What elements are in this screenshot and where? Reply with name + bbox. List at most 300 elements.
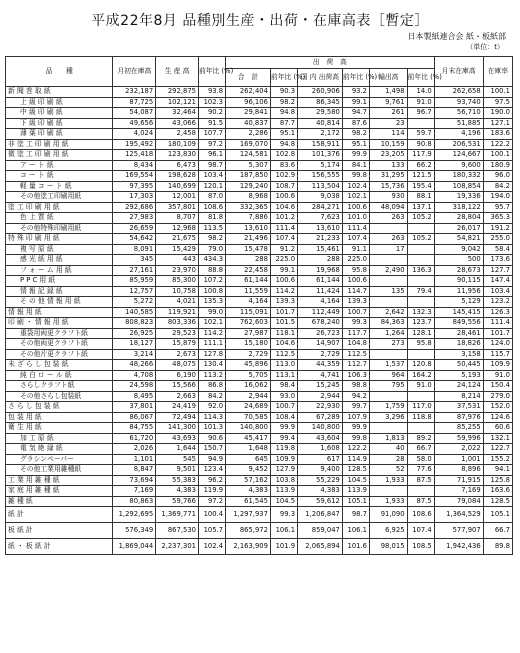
cell-inventory-ratio: 95.7 (483, 202, 512, 213)
cell-export-yoy: 132.3 (407, 307, 434, 318)
row-category-name: その他さらし包装紙 (6, 391, 113, 402)
cell-inventory-ratio: 124.6 (483, 412, 512, 423)
cell-end-inventory: 28,461 (434, 328, 483, 339)
cell-production-yoy: 81.8 (198, 213, 225, 224)
cell-domestic-shipment: 40,814 (298, 118, 343, 129)
cell-export (369, 349, 407, 360)
cell-end-inventory: 8,214 (434, 391, 483, 402)
cell-export (369, 255, 407, 266)
table-row (6, 202, 513, 213)
row-category-name: 微 塗 工 印 刷 用 紙 (6, 150, 113, 161)
cell-export-yoy: 195.4 (407, 181, 434, 192)
cell-production: 545 (156, 454, 199, 465)
cell-export: 23 (369, 118, 407, 129)
cell-start-inventory: 37,801 (113, 402, 156, 413)
header-total-yoy: 前年比 (%) (270, 69, 297, 87)
cell-domestic-shipment: 2,065,894 (298, 539, 343, 555)
cell-export-yoy: 88.1 (407, 192, 434, 203)
table-row (6, 307, 513, 318)
cell-domestic-shipment: 21,233 (298, 234, 343, 245)
cell-inventory-ratio: 279.0 (483, 391, 512, 402)
cell-domestic-shipment: 678,240 (298, 318, 343, 329)
cell-start-inventory: 8,495 (113, 391, 156, 402)
cell-shipment-total: 129,240 (226, 181, 271, 192)
table-row (6, 234, 513, 245)
cell-domestic-shipment-yoy: 87.6 (342, 118, 369, 129)
table-row (6, 255, 513, 266)
cell-inventory-ratio: 183.6 (483, 129, 512, 140)
cell-inventory-ratio: 115.7 (483, 349, 512, 360)
cell-shipment-total-yoy: 109.9 (270, 454, 297, 465)
cell-shipment-total-yoy: 90.3 (270, 87, 297, 98)
cell-production-yoy: 79.0 (198, 244, 225, 255)
cell-shipment-total-yoy: 83.6 (270, 160, 297, 171)
row-category-name: 塗 工 印 刷 用 紙 (6, 202, 113, 213)
cell-production: 2,673 (156, 349, 199, 360)
cell-end-inventory: 24,124 (434, 381, 483, 392)
cell-end-inventory: 4,196 (434, 129, 483, 140)
cell-inventory-ratio: 128.5 (483, 496, 512, 507)
header-export-yoy: 前年比 (%) (407, 69, 434, 87)
cell-end-inventory: 93,740 (434, 97, 483, 108)
cell-inventory-ratio: 84.2 (483, 181, 512, 192)
organization-label: 日本製紙連合会 紙・板紙部 (407, 32, 506, 41)
cell-domestic-shipment-yoy: 107.9 (342, 412, 369, 423)
row-category-name: その他片更クラフト紙 (6, 349, 113, 360)
cell-export-yoy: 95.8 (407, 339, 434, 350)
cell-production: 72,494 (156, 412, 199, 423)
cell-domestic-shipment-yoy: 107.4 (342, 234, 369, 245)
cell-inventory-ratio: 122.2 (483, 139, 512, 150)
cell-domestic-shipment: 61,144 (298, 276, 343, 287)
cell-production: 12,968 (156, 223, 199, 234)
cell-production: 29,523 (156, 328, 199, 339)
cell-production: 10,758 (156, 286, 199, 297)
cell-shipment-total: 288 (226, 255, 271, 266)
cell-export-yoy (407, 297, 434, 308)
cell-domestic-shipment: 44,359 (298, 360, 343, 371)
cell-inventory-ratio: 152.0 (483, 402, 512, 413)
cell-production-yoy: 107.2 (198, 276, 225, 287)
cell-shipment-total-yoy: 113.1 (270, 370, 297, 381)
cell-production: 48,075 (156, 360, 199, 371)
row-category-name: 純 白 ロ ー ル 紙 (6, 370, 113, 381)
table-row (6, 433, 513, 444)
cell-end-inventory: 108,854 (434, 181, 483, 192)
cell-start-inventory: 17,303 (113, 192, 156, 203)
cell-export-yoy: 89.2 (407, 433, 434, 444)
cell-shipment-total-yoy: 139.3 (270, 297, 297, 308)
cell-domestic-shipment: 101,376 (298, 150, 343, 161)
cell-production: 102,121 (156, 97, 199, 108)
row-category-name: 中 級 印 刷 紙 (6, 108, 113, 119)
cell-shipment-total-yoy: 98.2 (270, 97, 297, 108)
cell-start-inventory: 26,925 (113, 328, 156, 339)
cell-production: 15,566 (156, 381, 199, 392)
cell-export-yoy (407, 223, 434, 234)
cell-domestic-shipment: 13,610 (298, 223, 343, 234)
cell-start-inventory: 18,127 (113, 339, 156, 350)
cell-production: 9,501 (156, 465, 199, 476)
cell-domestic-shipment: 288 (298, 255, 343, 266)
cell-domestic-shipment-yoy: 98.8 (342, 381, 369, 392)
cell-export: 133 (369, 160, 407, 171)
cell-shipment-total-yoy: 104.6 (270, 339, 297, 350)
cell-start-inventory: 49,656 (113, 118, 156, 129)
cell-domestic-shipment: 9,400 (298, 465, 343, 476)
cell-start-inventory: 84,755 (113, 423, 156, 434)
cell-end-inventory: 849,556 (434, 318, 483, 329)
cell-domestic-shipment-yoy: 102.1 (342, 192, 369, 203)
cell-inventory-ratio: 173.6 (483, 255, 512, 266)
cell-shipment-total-yoy: 99.9 (270, 423, 297, 434)
cell-start-inventory: 97,395 (113, 181, 156, 192)
cell-production-yoy: 97.2 (198, 496, 225, 507)
cell-domestic-shipment-yoy: 94.2 (342, 391, 369, 402)
table-row (6, 360, 513, 371)
cell-domestic-shipment: 113,504 (298, 181, 343, 192)
cell-shipment-total: 15,478 (226, 244, 271, 255)
header-production-yoy: 前年比 (%) (198, 57, 225, 87)
cell-domestic-shipment: 43,604 (298, 433, 343, 444)
cell-inventory-ratio: 66.7 (483, 523, 512, 539)
cell-domestic-shipment-yoy: 95.1 (342, 139, 369, 150)
table-row (6, 402, 513, 413)
cell-inventory-ratio: 96.0 (483, 171, 512, 182)
cell-domestic-shipment: 2,944 (298, 391, 343, 402)
cell-shipment-total: 13,610 (226, 223, 271, 234)
production-table (5, 56, 513, 555)
cell-export: 1,537 (369, 360, 407, 371)
cell-export-yoy: 77.6 (407, 465, 434, 476)
cell-start-inventory: 808,823 (113, 318, 156, 329)
cell-start-inventory: 169,554 (113, 171, 156, 182)
cell-inventory-ratio: 126.3 (483, 307, 512, 318)
header-domestic-yoy: 前年比 (%) (342, 69, 369, 87)
table-row (6, 475, 513, 486)
cell-domestic-shipment: 1,608 (298, 444, 343, 455)
cell-export-yoy: 120.8 (407, 360, 434, 371)
cell-production: 1,644 (156, 444, 199, 455)
cell-end-inventory: 18,826 (434, 339, 483, 350)
cell-shipment-total-yoy: 102.9 (270, 171, 297, 182)
cell-shipment-total-yoy: 102.8 (270, 150, 297, 161)
cell-production-yoy: 123.4 (198, 465, 225, 476)
cell-shipment-total: 8,968 (226, 192, 271, 203)
cell-shipment-total-yoy: 104.5 (270, 496, 297, 507)
cell-export-yoy: 58.0 (407, 454, 434, 465)
cell-export-yoy: 107.4 (407, 523, 434, 539)
table-row (6, 444, 513, 455)
table-row (6, 118, 513, 129)
cell-export-yoy (407, 349, 434, 360)
table-row (6, 423, 513, 434)
cell-domestic-shipment: 29,580 (298, 108, 343, 119)
cell-inventory-ratio: 155.2 (483, 454, 512, 465)
cell-export: 1,813 (369, 433, 407, 444)
cell-export: 10,159 (369, 139, 407, 150)
cell-domestic-shipment: 156,555 (298, 171, 343, 182)
cell-export-yoy (407, 486, 434, 497)
cell-export-yoy (407, 391, 434, 402)
cell-production: 12,001 (156, 192, 199, 203)
cell-inventory-ratio: 365.3 (483, 213, 512, 224)
cell-domestic-shipment: 59,612 (298, 496, 343, 507)
cell-export-yoy: 91.0 (407, 381, 434, 392)
cell-start-inventory: 1,101 (113, 454, 156, 465)
cell-shipment-total-yoy: 104.6 (270, 202, 297, 213)
cell-domestic-shipment: 26,723 (298, 328, 343, 339)
cell-export: 1,498 (369, 87, 407, 98)
cell-end-inventory: 26,017 (434, 223, 483, 234)
cell-end-inventory: 5,193 (434, 370, 483, 381)
cell-shipment-total: 7,886 (226, 213, 271, 224)
cell-start-inventory: 27,161 (113, 265, 156, 276)
cell-inventory-ratio: 123.2 (483, 297, 512, 308)
cell-production-yoy: 84.2 (198, 391, 225, 402)
cell-start-inventory: 2,026 (113, 444, 156, 455)
cell-production: 43,066 (156, 118, 199, 129)
cell-production-yoy: 93.8 (198, 87, 225, 98)
cell-domestic-shipment: 4,741 (298, 370, 343, 381)
cell-production-yoy: 94.9 (198, 454, 225, 465)
cell-export: 9,761 (369, 97, 407, 108)
row-category-name: フ ォ ー ム 用 紙 (6, 265, 113, 276)
cell-start-inventory: 345 (113, 255, 156, 266)
cell-domestic-shipment-yoy: 95.8 (342, 265, 369, 276)
table-row (6, 523, 513, 539)
cell-production: 180,109 (156, 139, 199, 150)
cell-inventory-ratio: 103.4 (483, 286, 512, 297)
row-category-name: 薄 葉 印 刷 紙 (6, 129, 113, 140)
row-category-name: 複 写 原 紙 (6, 244, 113, 255)
row-category-name: 下 級 印 刷 紙 (6, 118, 113, 129)
row-category-name: 家 庭 用 雑 種 紙 (6, 486, 113, 497)
header-production: 生 産 高 (156, 57, 199, 87)
cell-production: 443 (156, 255, 199, 266)
cell-export: 114 (369, 129, 407, 140)
cell-shipment-total: 1,648 (226, 444, 271, 455)
table-row (6, 223, 513, 234)
unit-label: （単位：t） (466, 43, 504, 51)
cell-start-inventory: 87,725 (113, 97, 156, 108)
cell-shipment-total: 45,417 (226, 433, 271, 444)
cell-end-inventory: 28,673 (434, 265, 483, 276)
cell-export-yoy: 164.2 (407, 370, 434, 381)
cell-domestic-shipment-yoy: 106.3 (342, 370, 369, 381)
cell-domestic-shipment-yoy: 84.1 (342, 160, 369, 171)
row-category-name: その他塗工印刷用紙 (6, 192, 113, 203)
cell-export (369, 223, 407, 234)
cell-domestic-shipment: 86,345 (298, 97, 343, 108)
cell-end-inventory: 124,667 (434, 150, 483, 161)
cell-production: 6,473 (156, 160, 199, 171)
cell-production: 140,699 (156, 181, 199, 192)
cell-production: 23,970 (156, 265, 199, 276)
cell-end-inventory: 59,996 (434, 433, 483, 444)
cell-production-yoy: 92.0 (198, 402, 225, 413)
cell-domestic-shipment: 15,245 (298, 381, 343, 392)
row-category-name: 紙 計 (6, 507, 113, 523)
cell-start-inventory: 24,598 (113, 381, 156, 392)
cell-domestic-shipment-yoy: 101.0 (342, 213, 369, 224)
cell-production-yoy: 87.0 (198, 192, 225, 203)
cell-export-yoy: 96.7 (407, 108, 434, 119)
table-row (6, 97, 513, 108)
cell-production-yoy: 88.8 (198, 265, 225, 276)
cell-shipment-total: 27,987 (226, 328, 271, 339)
cell-domestic-shipment-yoy: 112.7 (342, 360, 369, 371)
cell-start-inventory: 80,863 (113, 496, 156, 507)
cell-inventory-ratio: 111.4 (483, 318, 512, 329)
cell-export: 91,090 (369, 507, 407, 523)
cell-shipment-total-yoy: 101.9 (270, 539, 297, 555)
cell-inventory-ratio: 132.1 (483, 433, 512, 444)
cell-export-yoy: 117.0 (407, 402, 434, 413)
cell-end-inventory: 500 (434, 255, 483, 266)
table-row (6, 108, 513, 119)
cell-production: 24,419 (156, 402, 199, 413)
cell-domestic-shipment: 2,172 (298, 129, 343, 140)
cell-start-inventory: 61,720 (113, 433, 156, 444)
cell-domestic-shipment: 67,289 (298, 412, 343, 423)
cell-production-yoy: 135.3 (198, 297, 225, 308)
table-row (6, 87, 513, 98)
cell-inventory-ratio: 180.9 (483, 160, 512, 171)
cell-production: 1,369,771 (156, 507, 199, 523)
cell-shipment-total-yoy: 112.5 (270, 349, 297, 360)
table-row (6, 160, 513, 171)
cell-production-yoy: 150.7 (198, 444, 225, 455)
cell-start-inventory: 292,686 (113, 202, 156, 213)
cell-start-inventory: 232,187 (113, 87, 156, 98)
cell-export-yoy: 128.1 (407, 328, 434, 339)
cell-export: 263 (369, 213, 407, 224)
cell-shipment-total: 2,286 (226, 129, 271, 140)
cell-export-yoy: 87.5 (407, 496, 434, 507)
cell-end-inventory: 1,364,529 (434, 507, 483, 523)
cell-shipment-total-yoy: 101.2 (270, 213, 297, 224)
cell-production-yoy: 101.3 (198, 423, 225, 434)
cell-export: 795 (369, 381, 407, 392)
cell-export: 1,933 (369, 496, 407, 507)
cell-production-yoy: 434.3 (198, 255, 225, 266)
cell-shipment-total: 9,452 (226, 465, 271, 476)
cell-production-yoy: 119.9 (198, 486, 225, 497)
cell-start-inventory: 576,349 (113, 523, 156, 539)
cell-domestic-shipment: 15,461 (298, 244, 343, 255)
cell-domestic-shipment-yoy: 99.7 (342, 402, 369, 413)
cell-export (369, 391, 407, 402)
row-category-name: その他特殊印刷用紙 (6, 223, 113, 234)
cell-start-inventory: 26,659 (113, 223, 156, 234)
cell-export-yoy (407, 423, 434, 434)
table-row (6, 129, 513, 140)
cell-shipment-total: 262,404 (226, 87, 271, 98)
cell-production-yoy: 100.4 (198, 507, 225, 523)
cell-inventory-ratio: 101.7 (483, 328, 512, 339)
cell-domestic-shipment: 2,729 (298, 349, 343, 360)
cell-domestic-shipment: 55,229 (298, 475, 343, 486)
cell-production-yoy: 98.7 (198, 160, 225, 171)
cell-shipment-total-yoy: 98.4 (270, 381, 297, 392)
cell-shipment-total: 22,458 (226, 265, 271, 276)
row-category-name: さ ら し 包 装 紙 (6, 402, 113, 413)
table-row (6, 328, 513, 339)
header-domestic: 国 内 出荷高 (298, 69, 343, 87)
header-start-inventory: 月初在庫高 (113, 57, 156, 87)
cell-domestic-shipment: 11,424 (298, 286, 343, 297)
row-category-name: その他両更クラフト紙 (6, 339, 113, 350)
cell-domestic-shipment-yoy: 105.1 (342, 496, 369, 507)
cell-shipment-total: 115,091 (226, 307, 271, 318)
cell-production: 867,530 (156, 523, 199, 539)
cell-production: 55,383 (156, 475, 199, 486)
cell-shipment-total: 11,559 (226, 286, 271, 297)
cell-inventory-ratio: 124.0 (483, 339, 512, 350)
row-category-name: その他工業用雑種紙 (6, 465, 113, 476)
cell-shipment-total-yoy: 225.0 (270, 255, 297, 266)
cell-production: 85,300 (156, 276, 199, 287)
row-category-name: 加 工 原 紙 (6, 433, 113, 444)
cell-inventory-ratio: 91.0 (483, 370, 512, 381)
cell-shipment-total-yoy: 108.7 (270, 181, 297, 192)
cell-start-inventory: 48,266 (113, 360, 156, 371)
cell-shipment-total: 2,729 (226, 349, 271, 360)
cell-export-yoy: 59.7 (407, 129, 434, 140)
cell-inventory-ratio: 97.5 (483, 97, 512, 108)
cell-domestic-shipment: 112,449 (298, 307, 343, 318)
cell-domestic-shipment: 4,164 (298, 297, 343, 308)
table-row (6, 318, 513, 329)
cell-domestic-shipment: 140,800 (298, 423, 343, 434)
cell-end-inventory: 5,129 (434, 297, 483, 308)
cell-inventory-ratio: 109.9 (483, 360, 512, 371)
cell-export: 2,642 (369, 307, 407, 318)
cell-shipment-total: 15,180 (226, 339, 271, 350)
table-row (6, 171, 513, 182)
table-row (6, 244, 513, 255)
table-row (6, 339, 513, 350)
table-body (6, 87, 513, 555)
cell-domestic-shipment-yoy: 99.9 (342, 423, 369, 434)
cell-end-inventory: 577,907 (434, 523, 483, 539)
cell-shipment-total-yoy: 107.4 (270, 234, 297, 245)
table-row (6, 391, 513, 402)
cell-end-inventory: 262,658 (434, 87, 483, 98)
cell-export-yoy (407, 255, 434, 266)
cell-start-inventory: 5,272 (113, 297, 156, 308)
cell-export-yoy: 121.5 (407, 171, 434, 182)
cell-shipment-total-yoy: 87.7 (270, 118, 297, 129)
cell-start-inventory: 54,642 (113, 234, 156, 245)
row-category-name: 感 光 紙 用 紙 (6, 255, 113, 266)
cell-inventory-ratio: 191.2 (483, 223, 512, 234)
row-category-name: 衛 生 用 紙 (6, 423, 113, 434)
cell-start-inventory: 27,983 (113, 213, 156, 224)
cell-domestic-shipment-yoy: 139.3 (342, 297, 369, 308)
cell-production-yoy: 108.6 (198, 202, 225, 213)
cell-shipment-total: 5,705 (226, 370, 271, 381)
cell-inventory-ratio: 100.1 (483, 150, 512, 161)
cell-export-yoy: 108.6 (407, 507, 434, 523)
cell-production-yoy: 107.7 (198, 129, 225, 140)
cell-shipment-total: 4,164 (226, 297, 271, 308)
cell-production-yoy: 96.2 (198, 475, 225, 486)
cell-production-yoy: 114.2 (198, 328, 225, 339)
cell-export: 1,759 (369, 402, 407, 413)
row-category-name: ア ー ト 紙 (6, 160, 113, 171)
